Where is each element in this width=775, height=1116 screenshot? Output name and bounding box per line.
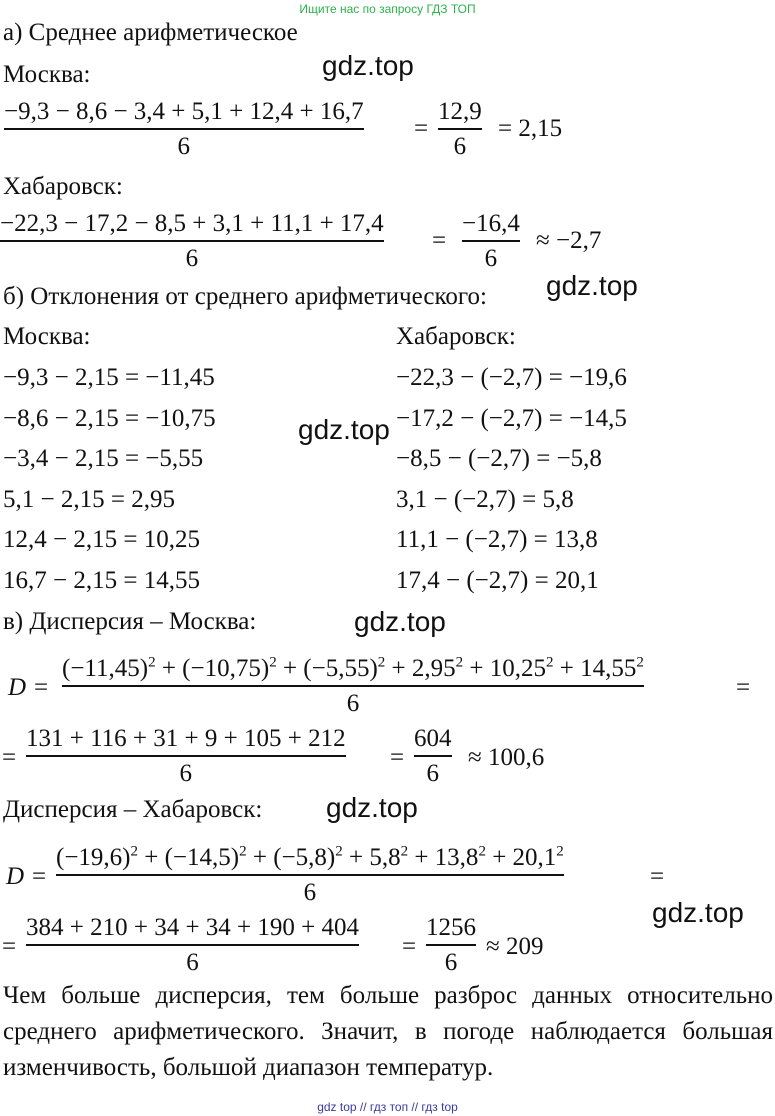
fraction-denominator: 6 xyxy=(177,132,191,160)
fraction-bar xyxy=(0,240,384,242)
fraction-denominator: 6 xyxy=(453,132,467,160)
moscow-label-a: Москва: xyxy=(3,61,91,88)
watermark: gdz.top xyxy=(326,792,418,823)
moscow-deviation-row: 5,1 − 2,15 = 2,95 xyxy=(3,486,175,513)
fraction-numerator: 384 + 210 + 34 + 34 + 190 + 404 xyxy=(26,914,359,941)
moscow-label-b: Москва: xyxy=(3,323,91,350)
fraction-bar xyxy=(462,240,520,242)
khab-variance-fraction xyxy=(56,844,564,907)
section-c-heading: в) Дисперсия – Москва: xyxy=(3,608,257,635)
fraction-numerator: 131 + 116 + 31 + 9 + 105 + 212 xyxy=(26,725,346,752)
fraction-numerator: −16,4 xyxy=(462,210,520,237)
fraction-bar xyxy=(62,685,644,687)
variance-symbol: D xyxy=(8,674,27,701)
watermark: gdz.top xyxy=(652,897,744,928)
watermark: gdz.top xyxy=(546,270,638,301)
equals-sign: = xyxy=(2,744,17,771)
fraction-denominator: 6 xyxy=(484,244,498,272)
equals-sign: = xyxy=(650,863,665,890)
fraction-denominator: 6 xyxy=(185,244,199,272)
khab-mean-result: ≈ −2,7 xyxy=(536,227,602,254)
equals-sign: = xyxy=(32,863,47,890)
moscow-mean-fraction xyxy=(4,98,364,161)
equals-sign: = xyxy=(34,674,49,701)
khab-sum-fraction xyxy=(462,210,520,273)
fraction-denominator: 6 xyxy=(179,759,193,787)
khab-deviation-row: −8,5 − (−2,7) = −5,8 xyxy=(396,445,602,472)
moscow-deviation-row: 16,7 − 2,15 = 14,55 xyxy=(3,567,200,594)
khab-total-fraction xyxy=(426,914,476,977)
watermark: gdz.top xyxy=(354,606,446,637)
fraction-bar xyxy=(414,755,452,757)
fraction-bar xyxy=(4,128,364,130)
moscow-deviation-row: −9,3 − 2,15 = −11,45 xyxy=(3,364,215,391)
equals-sign: = xyxy=(736,674,751,701)
fraction-numerator: −9,3 − 8,6 − 3,4 + 5,1 + 12,4 + 16,7 xyxy=(4,98,364,125)
khab-deviation-row: 11,1 − (−2,7) = 13,8 xyxy=(396,526,598,553)
fraction-numerator: 604 xyxy=(414,725,452,752)
search-banner[interactable]: Ищите нас по запросу ГДЗ ТОП xyxy=(299,2,476,16)
khab-squares-fraction xyxy=(26,914,359,977)
khab-deviation-row: 17,4 − (−2,7) = 20,1 xyxy=(396,567,599,594)
fraction-bar xyxy=(438,128,482,130)
conclusion-paragraph: Чем больше дисперсия, тем больше разброс данных относительно среднего арифметического. Значит, в погоде наблюдается большая изменчивость, большой диапазон температур. xyxy=(3,982,773,1081)
khab-variance-result: ≈ 209 xyxy=(486,933,544,960)
fraction-numerator: 12,9 xyxy=(438,98,482,125)
fraction-denominator: 6 xyxy=(186,948,199,976)
fraction-numerator: $(-11,45)^2 + (-10,75)^2 + (-5,55)^2 + 2,95^2 + 10,25^2 + 14,55^2$ xyxy=(62,654,644,682)
khab-label-b: Хабаровск: xyxy=(396,323,516,350)
moscow-deviation-row: −3,4 − 2,15 = −5,55 xyxy=(3,445,204,472)
fraction-numerator: 1256 xyxy=(426,914,476,941)
equals-sign: = xyxy=(414,115,429,142)
watermark: gdz.top xyxy=(298,414,390,445)
khab-deviation-row: 3,1 − (−2,7) = 5,8 xyxy=(396,486,574,513)
fraction-denominator: 6 xyxy=(426,759,439,787)
khab-deviation-row: −17,2 − (−2,7) = −14,5 xyxy=(396,405,627,432)
fraction-denominator: 6 xyxy=(303,878,317,906)
fraction-bar xyxy=(26,944,359,946)
khab-mean-fraction xyxy=(0,210,384,273)
moscow-squares-fraction xyxy=(26,725,346,788)
equals-sign: = xyxy=(390,744,405,771)
equals-sign: = xyxy=(432,227,447,254)
fraction-bar xyxy=(426,944,476,946)
moscow-mean-result: = 2,15 xyxy=(498,115,563,142)
fraction-bar xyxy=(56,874,564,876)
section-a-heading: а) Среднее арифметическое xyxy=(3,19,298,46)
khab-deviation-row: −22,3 − (−2,7) = −19,6 xyxy=(396,364,627,391)
footer-links[interactable]: gdz top // гдз топ // гдз top xyxy=(317,1100,458,1114)
equals-sign: = xyxy=(2,933,17,960)
khab-label-a: Хабаровск: xyxy=(3,173,123,200)
fraction-numerator: $(-19,6)^2 + (-14,5)^2 + (-5,8)^2 + 5,8^2 + 13,8^2 + 20,1^2$ xyxy=(56,843,564,871)
khab-variance-heading: Дисперсия – Хабаровск: xyxy=(3,796,263,823)
fraction-denominator: 6 xyxy=(444,948,458,976)
moscow-variance-result: ≈ 100,6 xyxy=(468,744,545,771)
watermark: gdz.top xyxy=(322,50,414,81)
fraction-numerator: −22,3 − 17,2 − 8,5 + 3,1 + 11,1 + 17,4 xyxy=(0,210,384,237)
moscow-sum-fraction xyxy=(438,98,482,161)
moscow-variance-fraction xyxy=(62,655,644,718)
section-b-heading: б) Отклонения от среднего арифметического: xyxy=(3,283,487,310)
variance-symbol: D xyxy=(6,863,25,890)
moscow-deviation-row: −8,6 − 2,15 = −10,75 xyxy=(3,405,216,432)
fraction-denominator: 6 xyxy=(346,689,360,717)
moscow-deviation-row: 12,4 − 2,15 = 10,25 xyxy=(3,526,200,553)
equals-sign: = xyxy=(402,933,417,960)
moscow-total-fraction xyxy=(414,725,452,788)
fraction-bar xyxy=(26,755,346,757)
